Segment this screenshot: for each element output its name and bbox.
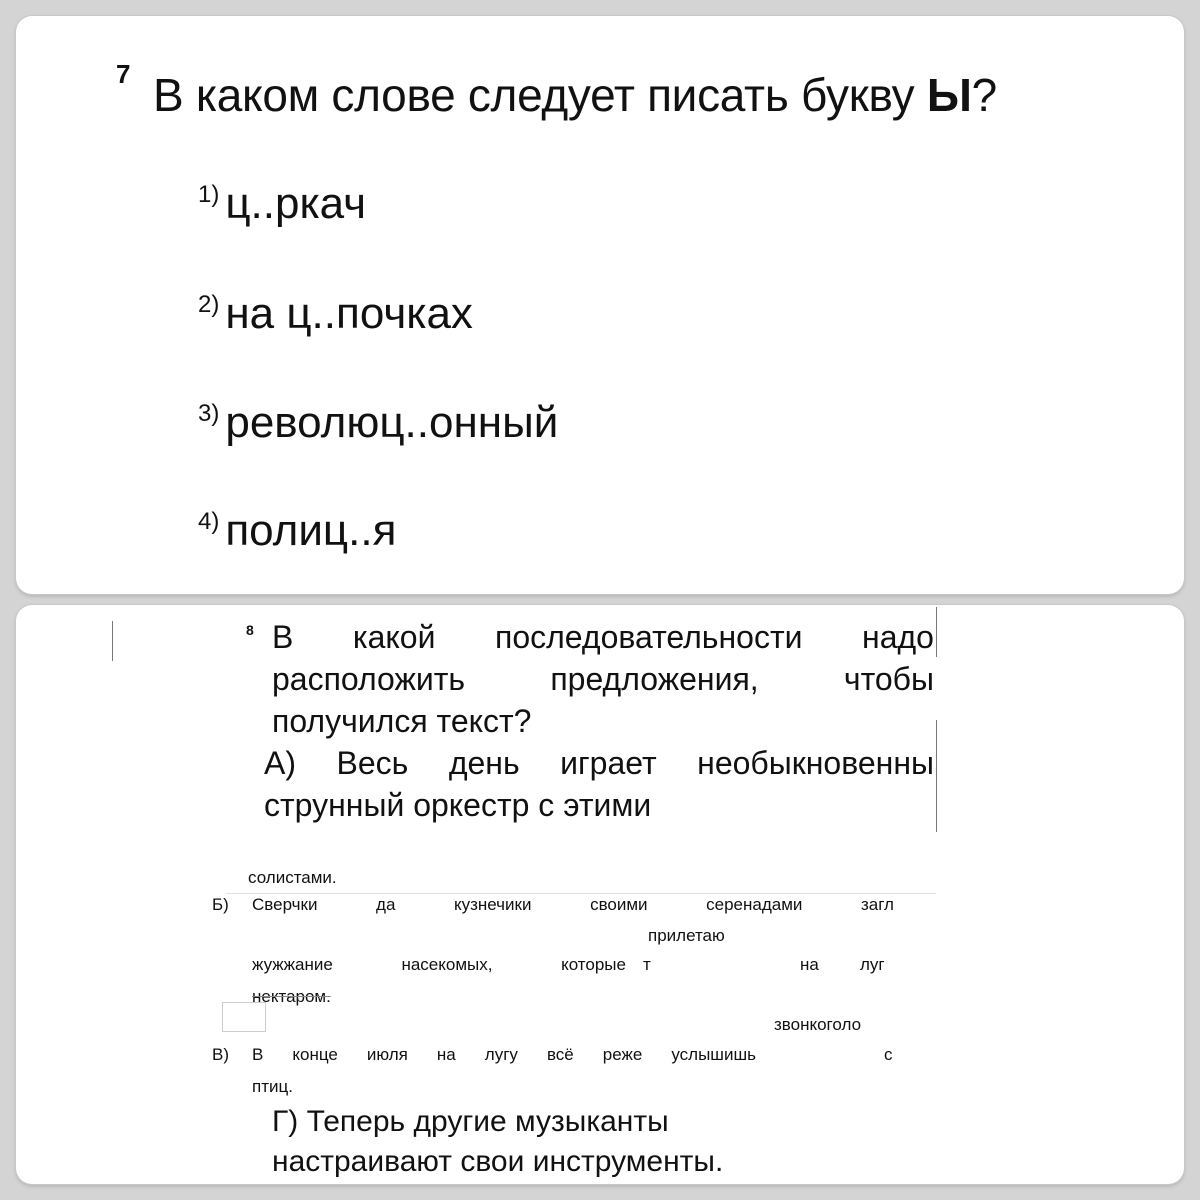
word: жужжание <box>252 955 333 974</box>
sentence-v-line-1 <box>252 1045 756 1065</box>
question-text: В каком слове следует писать букву <box>153 69 927 121</box>
option-3 <box>198 398 558 448</box>
sentence-b-line-3: нектаром. <box>252 987 331 1006</box>
word: серенадами <box>706 895 803 914</box>
option-3-text: революц..онный <box>225 398 559 447</box>
task-8-number: 8 <box>246 622 254 638</box>
scan-edge-right-mid <box>936 720 937 832</box>
option-3-number: 3) <box>198 400 220 427</box>
option-2 <box>198 289 473 339</box>
option-1-number: 1) <box>198 181 220 208</box>
option-4-number: 4) <box>198 508 220 535</box>
sentence-a-line-2: струнный оркестр с этими <box>264 787 652 823</box>
word: лугу <box>484 1045 518 1064</box>
word: предложения, <box>550 661 759 697</box>
word: своими <box>590 895 648 914</box>
sentence-b-line-1 <box>252 895 894 915</box>
word: на <box>436 1045 456 1064</box>
sentence-g-line-1: Г) Теперь другие музыканты <box>272 1105 669 1138</box>
scan-divider <box>226 893 936 894</box>
word: да <box>376 895 396 914</box>
word: расположить <box>272 661 466 697</box>
sentence-a-line-1 <box>264 745 934 782</box>
word: А) <box>264 745 296 781</box>
word: на <box>800 955 819 974</box>
word: играет <box>560 745 657 781</box>
empty-box <box>222 1002 266 1032</box>
option-2-number: 2) <box>198 291 220 318</box>
sentence-v-label: В) <box>212 1045 229 1064</box>
question-line-3: получился текст? <box>272 703 532 739</box>
word: июля <box>366 1045 408 1064</box>
word: луг <box>860 955 885 974</box>
word: кузнечики <box>453 895 532 914</box>
word: Сверчки <box>252 895 318 914</box>
word: услышишь <box>671 1045 756 1064</box>
option-1-text: ц..ркач <box>225 179 367 228</box>
word: загл <box>860 895 894 914</box>
word: чтобы <box>843 661 934 697</box>
word: с <box>884 1045 893 1064</box>
word: какой <box>352 619 436 655</box>
word: реже <box>602 1045 643 1064</box>
option-4-text: полиц..я <box>225 506 397 555</box>
scan-edge-left <box>112 621 113 661</box>
word: конце <box>292 1045 338 1064</box>
word: необыкновенны <box>697 745 934 781</box>
option-1 <box>198 179 366 229</box>
word: насекомых, <box>401 955 493 974</box>
word: день <box>448 745 520 781</box>
word: надо <box>862 619 934 655</box>
sentence-v-line-2: птиц. <box>252 1077 293 1096</box>
task-7-question <box>153 68 997 122</box>
option-2-text: на ц..почках <box>225 289 473 338</box>
question-letter: Ы <box>926 69 972 121</box>
sentence-a-continuation: солистами. <box>248 868 337 887</box>
question-line-1 <box>272 619 934 656</box>
task-7-card <box>16 16 1184 594</box>
task-7-number: 7 <box>116 59 131 89</box>
question-mark: ? <box>971 69 997 121</box>
scan-edge-right-top <box>936 607 937 657</box>
sentence-b-line-2-left <box>252 955 626 975</box>
sentence-b-label: Б) <box>212 895 229 914</box>
word: В <box>272 619 294 655</box>
word: Весь <box>336 745 409 781</box>
option-4 <box>198 506 396 556</box>
task-8-card <box>16 605 1184 1184</box>
sentence-g-line-2: настраивают свои инструменты. <box>272 1145 724 1178</box>
question-line-2 <box>272 661 934 698</box>
sentence-v-fragment: звонкоголо <box>774 1015 862 1034</box>
word: которые <box>561 955 626 974</box>
word: В <box>252 1045 264 1064</box>
word: последовательности <box>495 619 803 655</box>
word: всё <box>546 1045 574 1064</box>
word: т <box>643 955 651 974</box>
sentence-b-fragment: прилетаю <box>648 926 725 945</box>
